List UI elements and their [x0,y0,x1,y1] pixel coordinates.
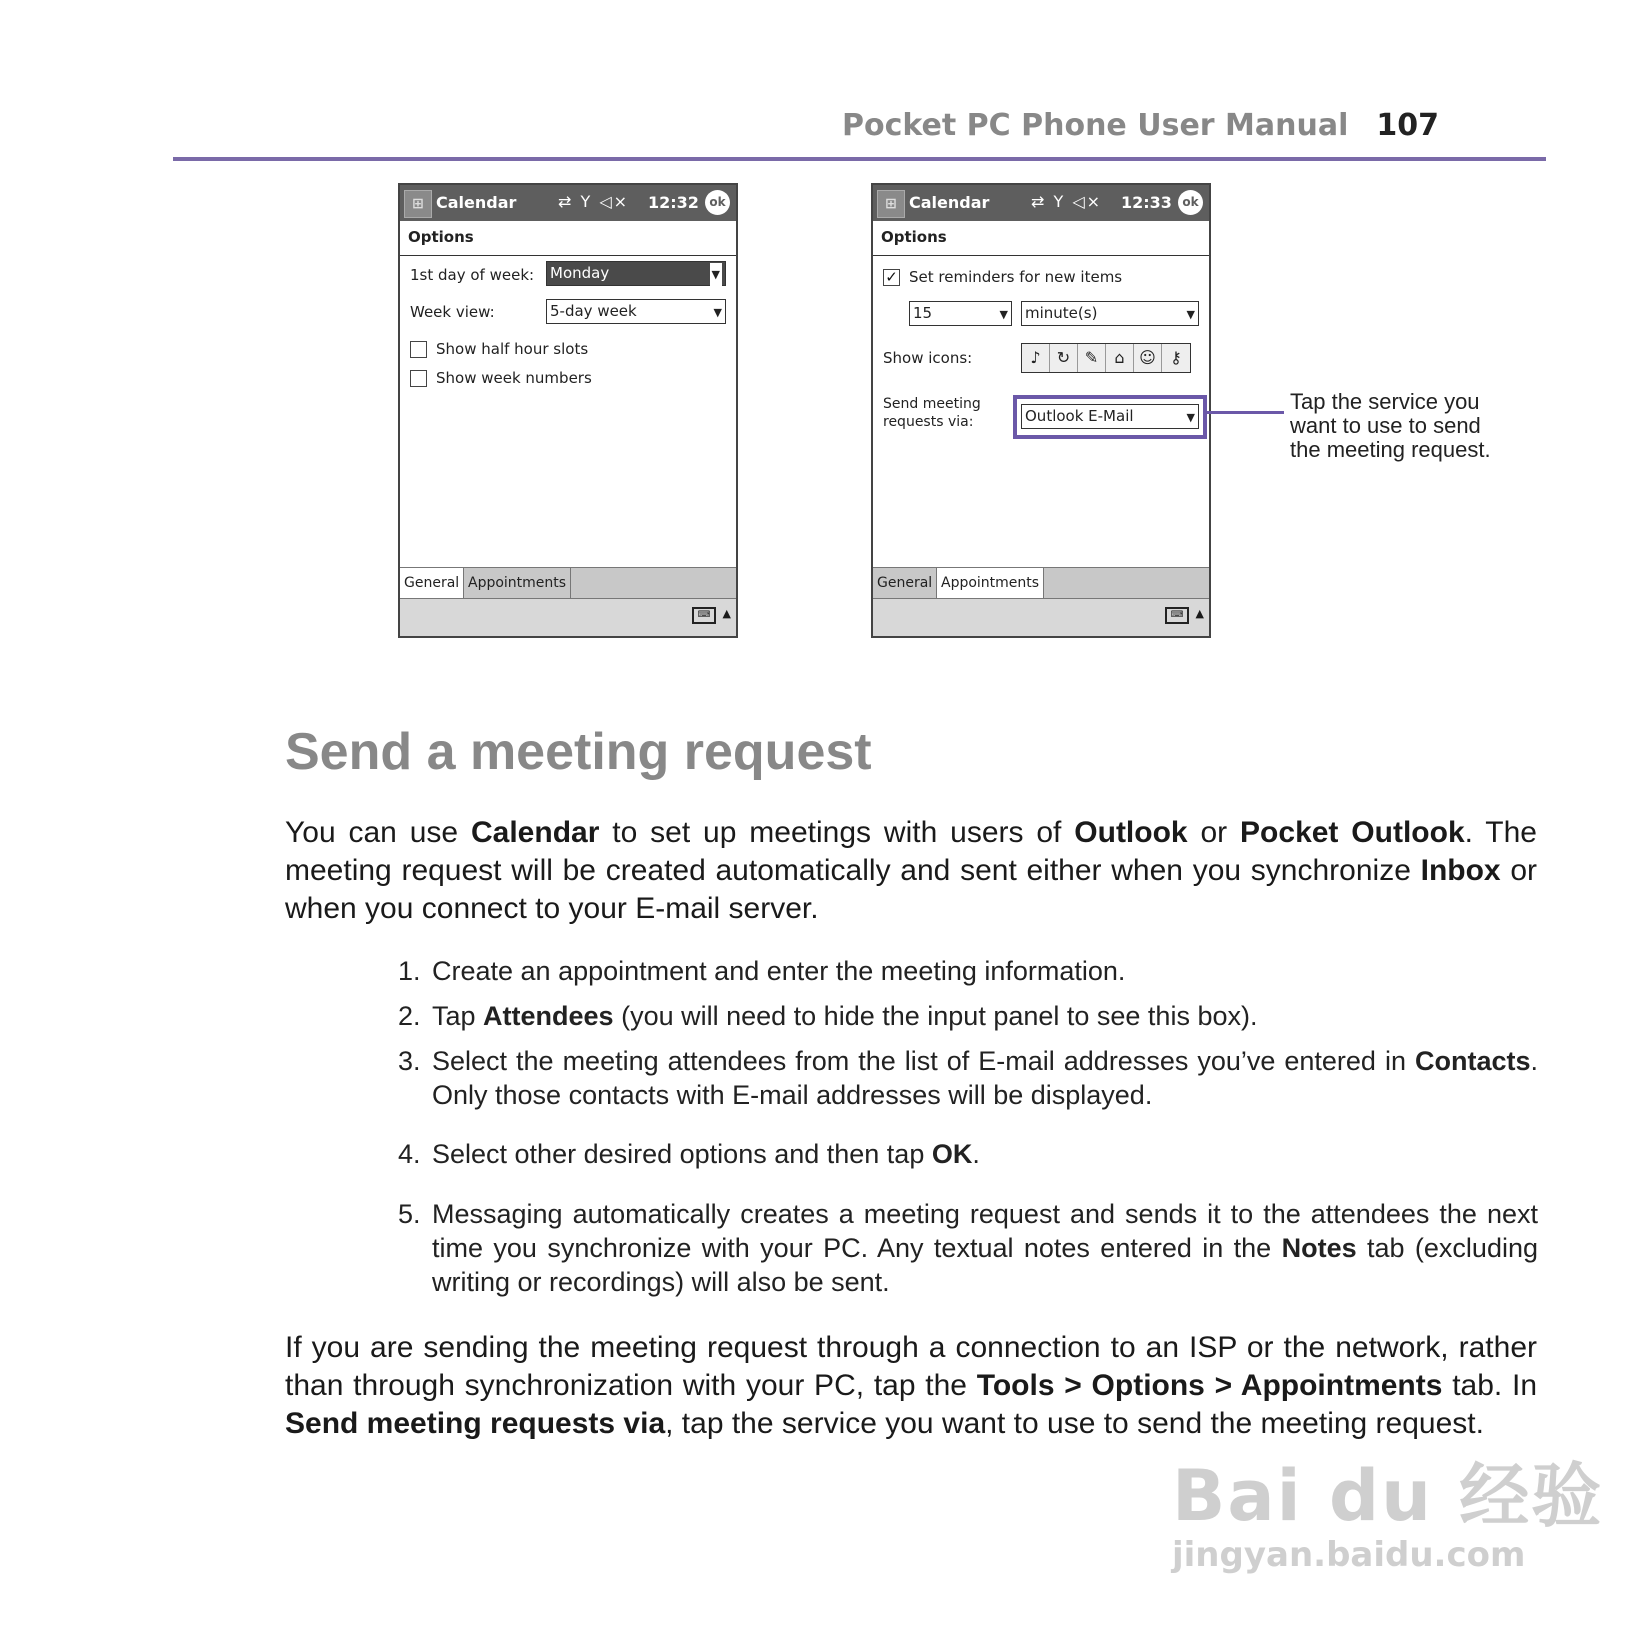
private-key-icon[interactable]: ⚷ [1162,344,1190,372]
callout-text: Tap the service you want to use to send the meeting request. [1290,389,1491,462]
tab-general[interactable]: General [400,568,464,600]
show-icons-group [1021,343,1191,373]
chevron-down-icon: ▼ [1186,411,1195,424]
reminder-number-value: 15 [913,304,933,322]
chevron-down-icon: ▼ [999,308,1008,321]
ok-button[interactable]: ok [1178,190,1203,215]
text: If you are sending the meeting request through a connection to an ISP or the network, rather than through synchronization with your PC, tap the [285,1331,1537,1402]
bold-outlook: Outlook [1074,816,1188,849]
status-icons[interactable]: ⇄ Y ◁× [558,192,630,211]
send-via-dropdown[interactable] [1021,404,1199,429]
keyboard-icon[interactable]: ⌨ [1165,607,1189,624]
text: . [972,1139,980,1169]
text: Select other desired options and then tap [432,1139,932,1169]
title-bar [873,185,1209,221]
week-view-dropdown[interactable] [546,299,726,324]
first-day-label: 1st day of week: [410,266,535,284]
calendar-options-screen-appointments [871,183,1211,638]
options-heading: Options [881,228,947,246]
options-heading: Options [408,228,474,246]
first-day-value: Monday [550,264,610,282]
callout-line [1206,411,1284,414]
text: Tap [432,1001,484,1031]
baidu-watermark [1172,1440,1603,1575]
intro-paragraph [285,814,1537,928]
section-heading: Send a meeting request [285,723,872,781]
tab-appointments[interactable]: Appointments [464,568,571,600]
list-item: 1. Create an appointment and enter the meeting information. [398,954,1538,988]
text: or [1187,816,1241,849]
reminder-number-dropdown[interactable] [909,301,1012,326]
manual-title: Pocket PC Phone User Manual [842,108,1349,143]
reminder-bell-icon[interactable]: ♪ [1022,344,1050,372]
text: . The meeting request will be created automatically and sent either when you synchronize [285,816,1537,887]
watermark-url: jingyan.baidu.com [1172,1535,1526,1575]
send-via-value: Outlook E-Mail [1025,407,1134,425]
week-numbers-checkbox[interactable] [410,370,427,387]
step-text [432,1197,1538,1299]
bold-contacts: Contacts [1414,1046,1531,1076]
recurrence-icon[interactable]: ↻ [1050,344,1078,372]
reminders-label: Set reminders for new items [909,268,1123,286]
chevron-down-icon: ▼ [710,263,722,286]
half-hour-label: Show half hour slots [436,340,589,358]
show-icons-label: Show icons: [883,349,973,367]
page-number: 107 [1376,108,1439,143]
step-text [432,1137,1538,1171]
bold-inbox: Inbox [1420,854,1501,887]
send-via-label [883,395,981,431]
list-item: 2. Tap Attendees (you will need to hide the input panel to see this box). [398,999,1538,1033]
bold-attendees: Attendees [483,1001,614,1031]
ok-button[interactable]: ok [705,190,730,215]
bold-calendar: Calendar [471,816,600,849]
clock: 12:32 [648,193,699,212]
status-icons[interactable]: ⇄ Y ◁× [1031,192,1103,211]
header-rule [173,157,1546,161]
step-text: Create an appointment and enter the meeting information. [432,956,1126,986]
step-text [432,999,1538,1033]
text: Messaging automatically creates a meeting request and sends it to the attendees the next time you synchronize with your PC. Any textual notes entered in the [432,1199,1538,1263]
app-title: Calendar [909,193,990,212]
reminder-unit-value: minute(s) [1025,304,1098,322]
title-bar [400,185,736,221]
send-via-label-line1: Send meeting [883,396,981,412]
text: to set up meetings with users of [599,816,1075,849]
page-header [842,108,1439,143]
attendees-icon[interactable]: ☺ [1134,344,1162,372]
divider [400,255,736,256]
week-numbers-label: Show week numbers [436,369,592,387]
text: , tap the service you want to use to send the meeting request. [665,1407,1484,1440]
bold-ok: OK [931,1139,973,1169]
text: You can use [285,816,471,849]
chevron-down-icon: ▼ [713,306,722,319]
reminders-checkbox[interactable]: ✓ [883,269,900,286]
start-menu-icon[interactable]: ⊞ [404,190,432,218]
tab-bar [873,567,1209,600]
text: Select the meeting attendees from the list of E-mail addresses you’ve entered in [432,1046,1415,1076]
menu-bar [873,598,1209,636]
week-view-value: 5-day week [550,302,637,320]
clock: 12:33 [1121,193,1172,212]
tab-appointments[interactable]: Appointments [937,568,1044,600]
menu-bar [400,598,736,636]
app-title: Calendar [436,193,517,212]
reminder-unit-dropdown[interactable] [1021,301,1199,326]
divider [873,255,1209,256]
list-item: 3. Select the meeting attendees from the list of E-mail addresses you’ve entered in Contacts. Only those contacts with E-mail addresses will be displayed. [398,1046,1538,1110]
input-selector-arrow-icon[interactable]: ▲ [722,607,731,620]
text: . Only those contacts with E-mail addresses will be displayed. [432,1046,1538,1110]
send-via-label-line2: requests via: [883,414,974,430]
keyboard-icon[interactable]: ⌨ [692,607,716,624]
text: or when you connect to your E-mail server. [285,854,1538,925]
chevron-down-icon: ▼ [1186,308,1195,321]
tab-bar [400,567,736,600]
note-icon[interactable]: ✎ [1078,344,1106,372]
bold-pocket-outlook: Pocket Outlook [1240,816,1465,849]
bold-notes: Notes [1281,1233,1357,1263]
list-item: 5. Messaging automatically creates a meeting request and sends it to the attendees the next time you synchronize with your PC. Any textual notes entered in the Notes tab (excluding writing or recordings) will also be sent. [398,1199,1538,1297]
bold-send-via: Send meeting requests via [285,1407,666,1440]
bold-menu-path: Tools > Options > Appointments [976,1369,1443,1402]
list-item: 4. Select other desired options and then tap OK. [398,1137,1538,1171]
text: tab. In [1442,1369,1538,1402]
text: (you will need to hide the input panel to see this box). [613,1001,1258,1031]
week-view-label: Week view: [410,303,495,321]
calendar-options-screen-general [398,183,738,638]
half-hour-checkbox[interactable] [410,341,427,358]
first-day-dropdown[interactable] [546,261,726,286]
text: tab (excluding writing or recordings) will also be sent. [432,1233,1538,1297]
tab-general[interactable]: General [873,568,937,600]
watermark-brand: Bai du 经验 [1172,1455,1604,1537]
closing-paragraph [285,1329,1537,1443]
start-menu-icon[interactable]: ⊞ [877,190,905,218]
location-icon[interactable]: ⌂ [1106,344,1134,372]
step-text [432,1044,1538,1112]
input-selector-arrow-icon[interactable]: ▲ [1195,607,1204,620]
